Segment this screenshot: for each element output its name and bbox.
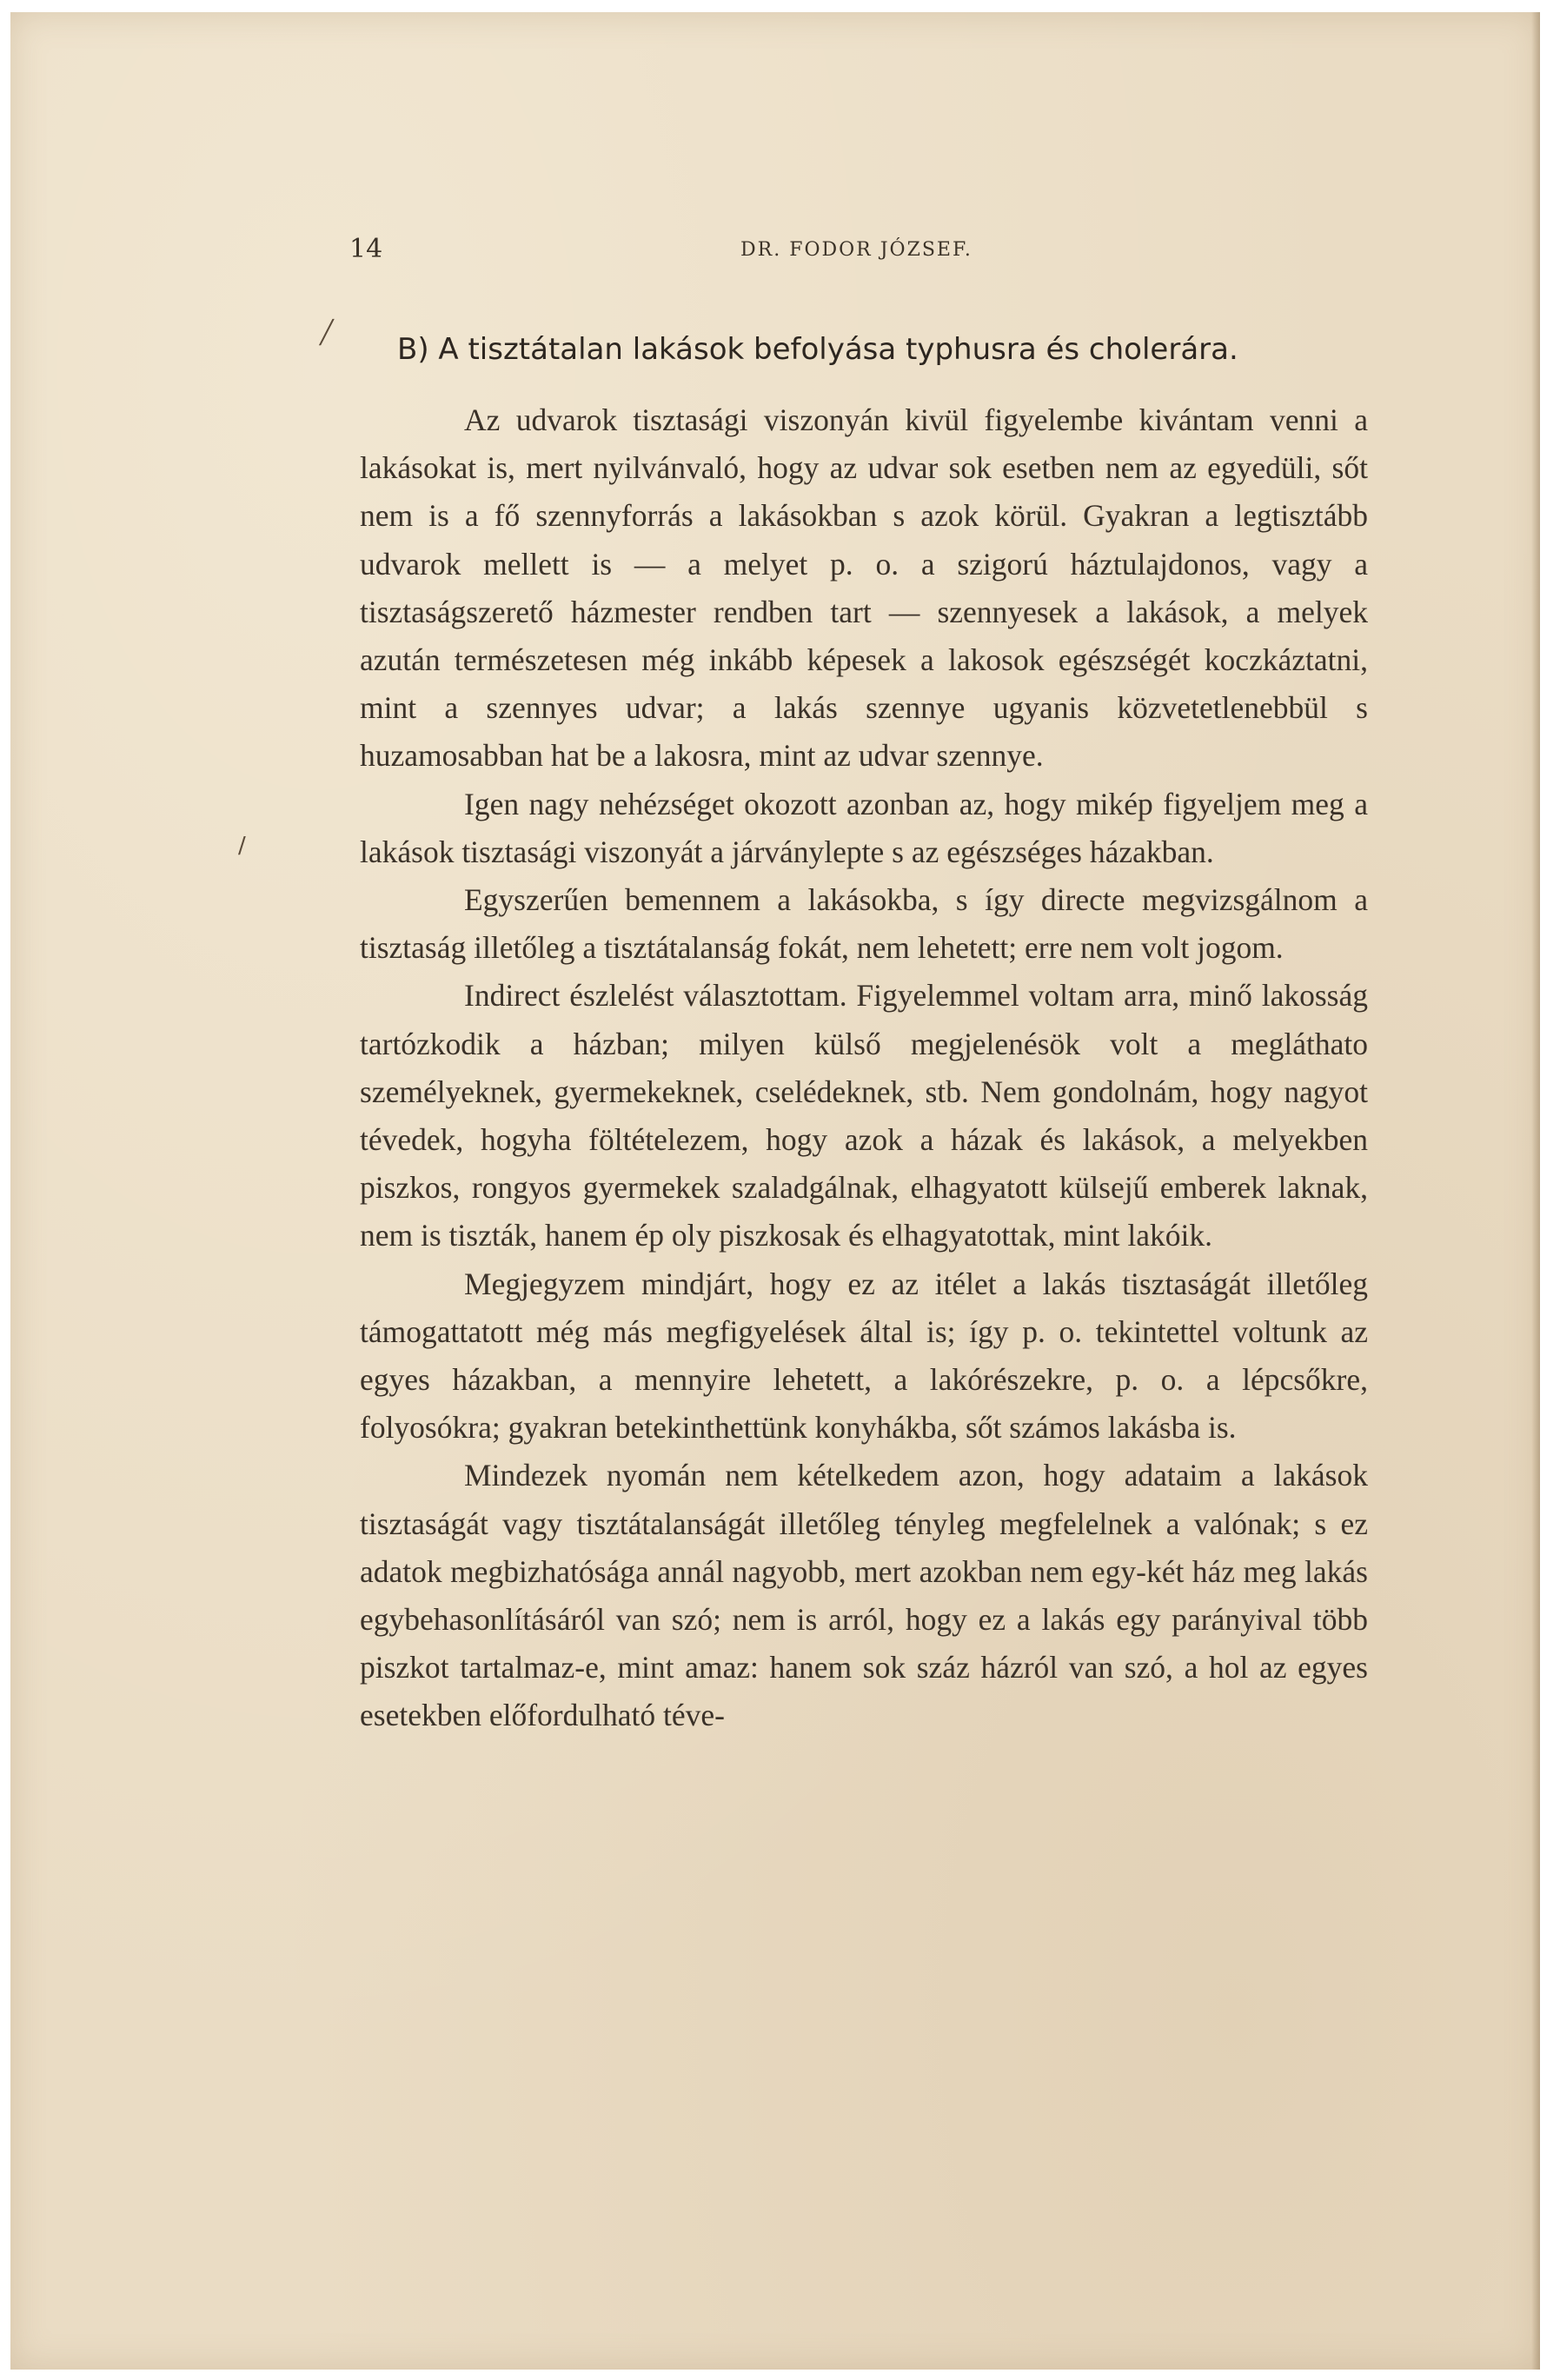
stray-pencil-mark: ╱ <box>320 320 334 346</box>
page-edge-shadow <box>1531 12 1540 2370</box>
paragraph: Igen nagy nehézséget okozott azonban az, hogy mikép figyeljem meg a lakások tisztasági viszonyát a járványlepte s az egészséges házakban. <box>360 786 1368 869</box>
paragraph: Egyszerűen bemennem a lakásokba, s így directe megvizsgálnom a tisztaság illetőleg a tisztátalanság fokát, nem lehetett; erre nem volt jogom. <box>360 882 1368 966</box>
page-header <box>10 234 1540 269</box>
paragraph: Megjegyzem mindjárt, hogy ez az itélet a lakás tisztaságát illetőleg támogattatott még más megfigyelések által is; így p. o. tekintettel voltunk az egyes házakban, a mennyire lehetett, a lakórészekre, p. o. a lépcsőkre, folyosókra; gyakran betekinthettünk konyhákba, sőt számos lakásba is. <box>360 1266 1368 1446</box>
stray-pencil-mark: / <box>238 833 246 859</box>
paragraph: Mindezek nyomán nem kételkedem azon, hogy adataim a lakások tisztaságát vagy tisztátalanságát illetőleg tényleg megfelelnek a valónak; s ez adatok megbizhatósága annál nagyobb, mert azokban nem egy-két ház meg lakás egybehasonlításáról van szó; nem is arról, hogy ez a lakás egy parányival több piszkot tartalmaz-e, mint amaz: hanem sok száz házról van szó, a hol az egyes esetekben előfordulható téve- <box>360 1458 1368 1733</box>
paragraph: Indirect észlelést választottam. Figyelemmel voltam arra, minő lakosság tartózkodik a házban; milyen külső megjelenésök volt a megláthato személyeknek, gyermekeknek, cselédeknek, stb. Nem gondolnám, hogy nagyot tévedek, hogyha föltételezem, hogy azok a házak és lakások, a melyekben piszkos, rongyos gyermekek szaladgálnak, elhagyatott külsejű emberek laknak, nem is tiszták, hanem ép oly piszkosak és elhagyatottak, mint lakóik. <box>360 978 1368 1253</box>
body-text <box>360 396 1368 1740</box>
running-head: DR. FODOR JÓZSEF. <box>740 239 973 261</box>
section-heading: B) A tisztátalan lakások befolyása typhusra és cholerára. <box>397 332 1238 367</box>
book-page <box>10 12 1540 2370</box>
page-number: 14 <box>349 234 383 264</box>
paragraph: Az udvarok tisztasági viszonyán kivül figyelembe kivántam venni a lakásokat is, mert nyilvánvaló, hogy az udvar sok esetben nem az egyedüli, sőt nem is a fő szennyforrás a lakásokban s azok körül. Gyakran a legtisztább udvarok mellett is — a melyet p. o. a szigorú háztulajdonos, vagy a tisztaságszerető házmester rendben tart — szennyesek a lakások, a melyek azután természetesen még inkább képesek a lakosok egészségét koczkáztatni, mint a szennyes udvar; a lakás szennye ugyanis közvetetlenebbül s huzamosabban hat be a lakosra, mint az udvar szennye. <box>360 402 1368 774</box>
